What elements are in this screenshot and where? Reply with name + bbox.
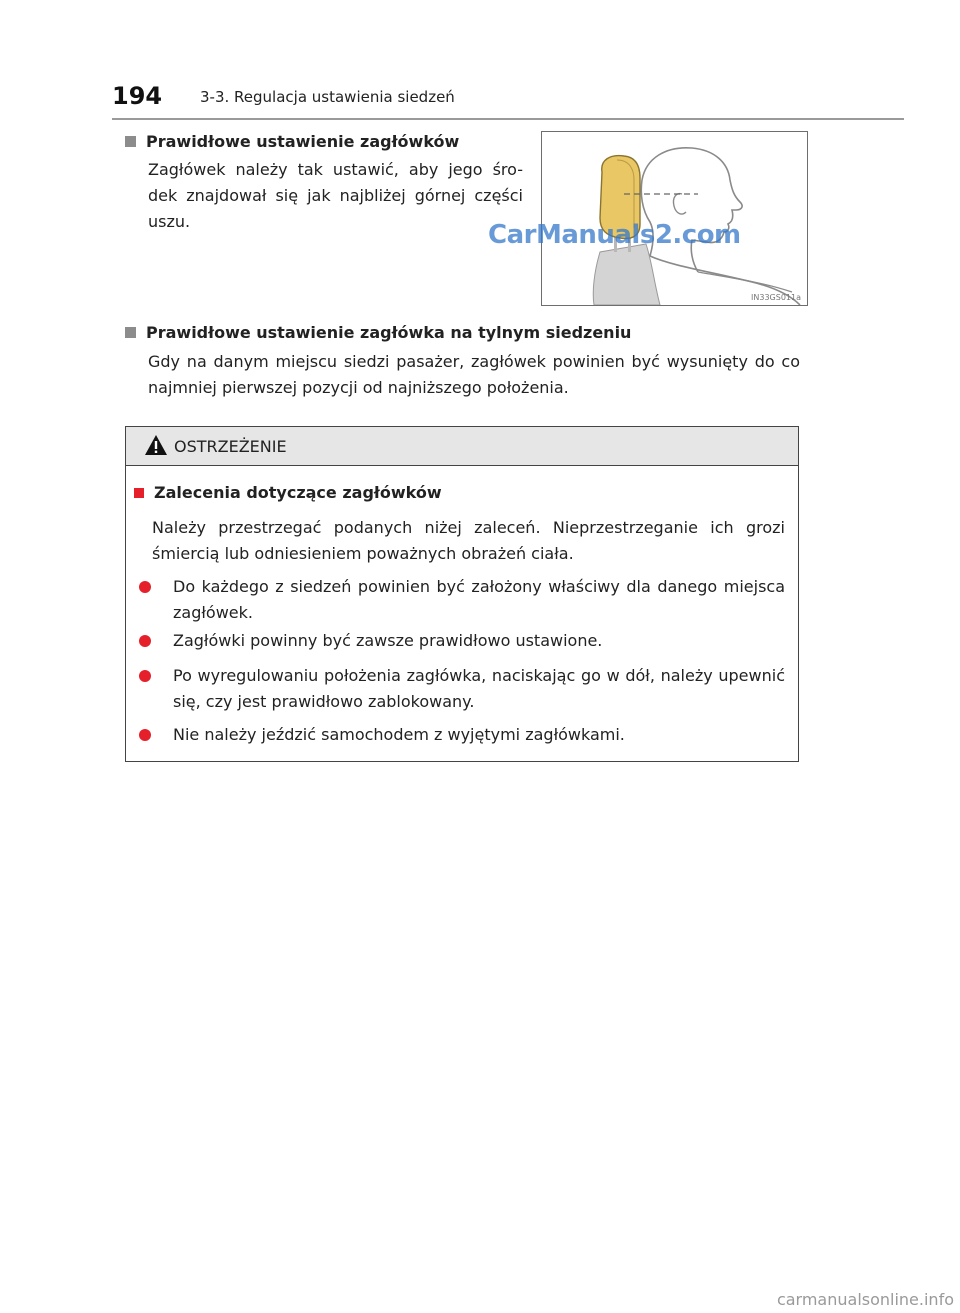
warning-heading <box>134 483 442 502</box>
square-bullet-icon <box>125 327 136 338</box>
red-dot-bullet-icon <box>139 581 151 593</box>
warning-triangle-icon <box>144 434 168 456</box>
warning-bullet-text: Do każdego z siedzeń powinien być założony właściwy dla danego miejsca zagłówek. <box>173 577 785 622</box>
chapter-title: 3-3. Regulacja ustawienia siedzeń <box>200 88 455 106</box>
warning-box <box>125 426 799 762</box>
section-heading-headrest-adjustment <box>125 132 459 151</box>
warning-bullet-text: Nie należy jeździć samochodem z wyjętymi zagłówkami. <box>173 725 625 744</box>
warning-bullet <box>139 663 785 715</box>
section-heading-text: Prawidłowe ustawienie zagłówków <box>146 132 460 151</box>
warning-bullet-text: Po wyregulowaniu położenia zagłówka, naciskając go w dół, należy upewnić się, czy jest prawidłowo zablokowany. <box>173 666 785 711</box>
section-body-rear-headrest: Gdy na danym miejscu siedzi pasażer, zagłówek powinien być wysunięty do co najmniej pierwszej pozycji od najniższego położenia. <box>148 352 800 397</box>
red-dot-bullet-icon <box>139 635 151 647</box>
headrest-illustration <box>541 131 808 306</box>
warning-bullet <box>139 628 785 654</box>
warning-bullet <box>139 722 785 748</box>
warning-header <box>126 427 798 466</box>
body-line: uszu. <box>148 212 191 231</box>
square-bullet-icon <box>125 136 136 147</box>
headrest-diagram-icon <box>542 132 807 305</box>
footer-website-link[interactable]: carmanualsonline.info <box>776 1290 954 1309</box>
warning-intro: Należy przestrzegać podanych niżej zaleceń. Nieprzestrzeganie ich grozi śmiercią lub odniesieniem poważnych obrażeń ciała. <box>152 518 785 563</box>
page-number: 194 <box>112 82 163 110</box>
red-dot-bullet-icon <box>139 729 151 741</box>
red-square-bullet-icon <box>134 488 144 498</box>
section-body-headrest-adjustment <box>148 157 523 235</box>
warning-bullet-text: Zagłówki powinny być zawsze prawidłowo ustawione. <box>173 631 603 650</box>
section-heading-rear-headrest <box>125 323 631 342</box>
body-line: dek znajdował się jak najbliżej górnej części <box>148 186 523 205</box>
page-header <box>112 78 904 120</box>
watermark: CarManuals2.com <box>488 220 741 250</box>
figure-code: IN33GS011a <box>751 293 801 302</box>
warning-bullet <box>139 574 785 626</box>
warning-title: OSTRZEŻENIE <box>174 437 287 456</box>
body-line: Zagłówek należy tak ustawić, aby jego śro- <box>148 160 523 179</box>
section-heading-text: Prawidłowe ustawienie zagłówka na tylnym siedzeniu <box>146 323 632 342</box>
warning-heading-text: Zalecenia dotyczące zagłówków <box>154 483 442 502</box>
red-dot-bullet-icon <box>139 670 151 682</box>
